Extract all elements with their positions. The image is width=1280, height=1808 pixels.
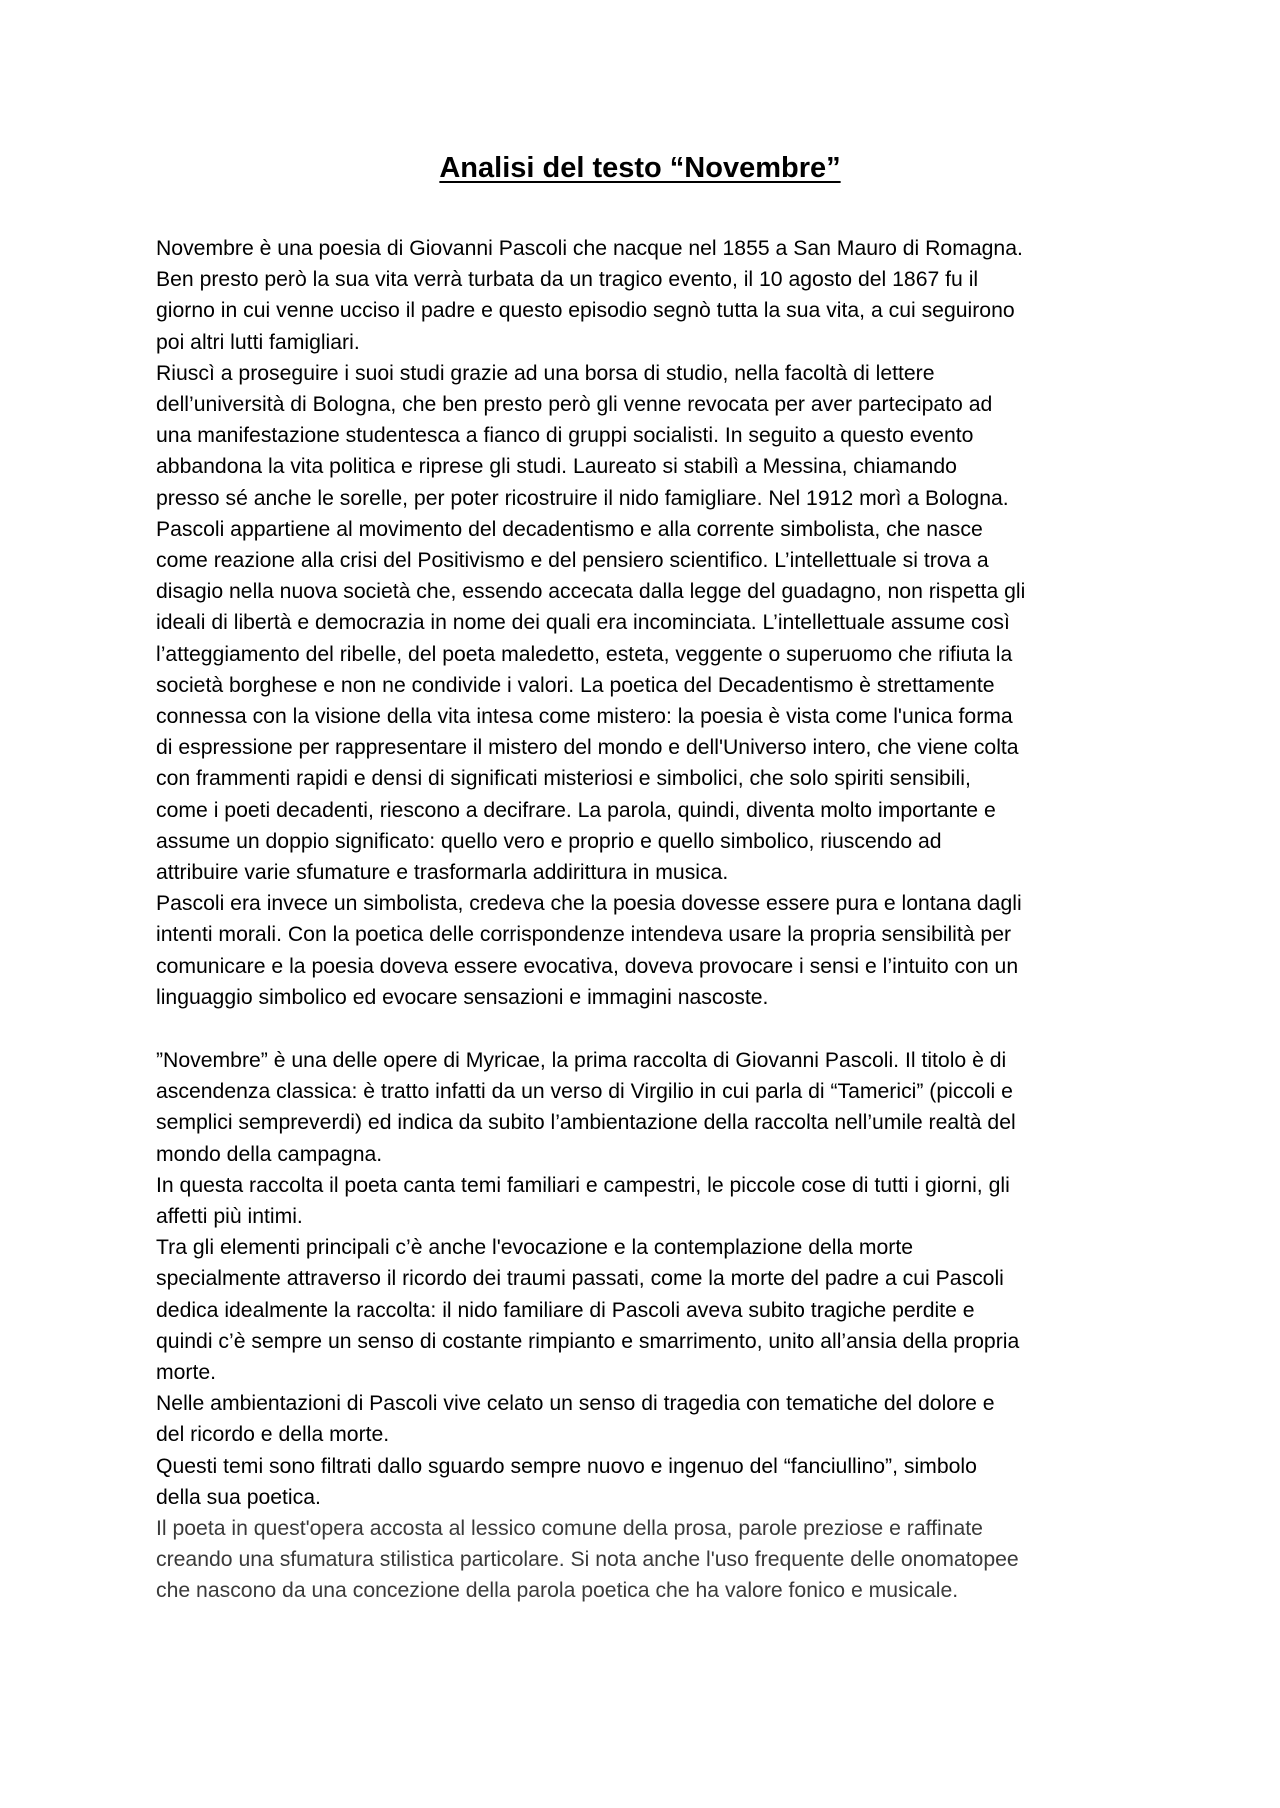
- text-line: Nelle ambientazioni di Pascoli vive celato un senso di tragedia con tematiche del dolore e: [156, 1392, 995, 1416]
- text-line: Tra gli elementi principali c’è anche l'evocazione e la contemplazione della morte: [156, 1236, 913, 1260]
- text-line: linguaggio simbolico ed evocare sensazioni e immagini nascoste.: [156, 985, 769, 1009]
- text-line: come i poeti decadenti, riescono a decifrare. La parola, quindi, diventa molto importante e: [156, 798, 996, 822]
- text-line: quindi c’è sempre un senso di costante rimpianto e smarrimento, unito all’ansia della propria: [156, 1329, 1020, 1353]
- text-line: Pascoli appartiene al movimento del decadentismo e alla corrente simbolista, che nasce: [156, 517, 983, 541]
- text-line: società borghese e non ne condivide i valori. La poetica del Decadentismo è strettamente: [156, 673, 995, 697]
- text-line: del ricordo e della morte.: [156, 1423, 390, 1447]
- text-line: dell’università di Bologna, che ben presto però gli venne revocata per aver partecipato ad: [156, 393, 993, 417]
- text-section-1: [156, 233, 1136, 1013]
- text-line: come reazione alla crisi del Positivismo e del pensiero scientifico. L’intellettuale si trova a: [156, 549, 989, 573]
- text-line: mondo della campagna.: [156, 1142, 383, 1166]
- text-line: disagio nella nuova società che, essendo accecata dalla legge del guadagno, non rispetta gli: [156, 580, 1026, 604]
- text-line: connessa con la visione della vita intesa come mistero: la poesia è vista come l'unica forma: [156, 705, 1013, 729]
- text-line: ”Novembre” è una delle opere di Myricae, la prima raccolta di Giovanni Pascoli. Il titolo è di: [156, 1049, 1007, 1072]
- text-section-2: [156, 1045, 1136, 1607]
- text-line: Ben presto però la sua vita verrà turbata da un tragico evento, il 10 agosto del 1867 fu il: [156, 268, 979, 292]
- text-line: morte.: [156, 1361, 217, 1385]
- text-line: ascendenza classica: è tratto infatti da un verso di Virgilio in cui parla di “Tamerici” (piccoli e: [156, 1080, 1013, 1104]
- text-line: una manifestazione studentesca a fianco di gruppi socialisti. In seguito a questo evento: [156, 424, 974, 448]
- text-line: assume un doppio significato: quello vero e proprio e quello simbolico, riuscendo ad: [156, 829, 942, 853]
- text-line: Novembre è una poesia di Giovanni Pascoli che nacque nel 1855 a San Mauro di Romagna.: [156, 237, 1023, 260]
- text-line: Pascoli era invece un simbolista, credeva che la poesia dovesse essere pura e lontana dagli: [156, 892, 1022, 916]
- text-line: abbandona la vita politica e riprese gli studi. Laureato si stabilì a Messina, chiamando: [156, 455, 957, 479]
- text-line: con frammenti rapidi e densi di significati misteriosi e simbolici, che solo spiriti sensibili,: [156, 767, 971, 791]
- text-line: Riuscì a proseguire i suoi studi grazie ad una borsa di studio, nella facoltà di lettere: [156, 361, 935, 385]
- text-line: che nascono da una concezione della parola poetica che ha valore fonico e musicale.: [156, 1579, 959, 1603]
- text-line: creando una sfumatura stilistica particolare. Si nota anche l'uso frequente delle onomatopee: [156, 1548, 1019, 1572]
- text-line: di espressione per rappresentare il mistero del mondo e dell'Universo intero, che viene colta: [156, 736, 1019, 760]
- text-line: della sua poetica.: [156, 1485, 321, 1509]
- text-line: Questi temi sono filtrati dallo sguardo sempre nuovo e ingenuo del “fanciullino”, simbolo: [156, 1454, 977, 1478]
- text-line: poi altri lutti famigliari.: [156, 330, 360, 354]
- text-line: ideali di libertà e democrazia in nome dei quali era incominciata. L’intellettuale assume così: [156, 611, 1010, 635]
- text-line: giorno in cui venne ucciso il padre e questo episodio segnò tutta la sua vita, a cui seguirono: [156, 299, 1015, 323]
- text-line: specialmente attraverso il ricordo dei traumi passati, come la morte del padre a cui Pascoli: [156, 1267, 1004, 1291]
- text-line: semplici sempreverdi) ed indica da subito l’ambientazione della raccolta nell’umile realtà del: [156, 1111, 1016, 1135]
- text-line: intenti morali. Con la poetica delle corrispondenze intendeva usare la propria sensibilità per: [156, 923, 1012, 947]
- document-title: Analisi del testo “Novembre”: [439, 152, 841, 184]
- text-line: l’atteggiamento del ribelle, del poeta maledetto, esteta, veggente o superuomo che rifiuta la: [156, 642, 1013, 666]
- text-line: In questa raccolta il poeta canta temi familiari e campestri, le piccole cose di tutti i giorni, gli: [156, 1173, 1010, 1197]
- text-line: Il poeta in quest'opera accosta al lessico comune della prosa, parole preziose e raffinate: [156, 1517, 983, 1541]
- text-line: presso sé anche le sorelle, per poter ricostruire il nido famigliare. Nel 1912 morì a Bologna.: [156, 486, 1009, 510]
- text-line: comunicare e la poesia doveva essere evocativa, doveva provocare i sensi e l’intuito con un: [156, 954, 1019, 978]
- text-line: attribuire varie sfumature e trasformarla addirittura in musica.: [156, 861, 729, 885]
- text-line: dedica idealmente la raccolta: il nido familiare di Pascoli aveva subito tragiche perdite e: [156, 1298, 975, 1322]
- text-line: affetti più intimi.: [156, 1205, 303, 1229]
